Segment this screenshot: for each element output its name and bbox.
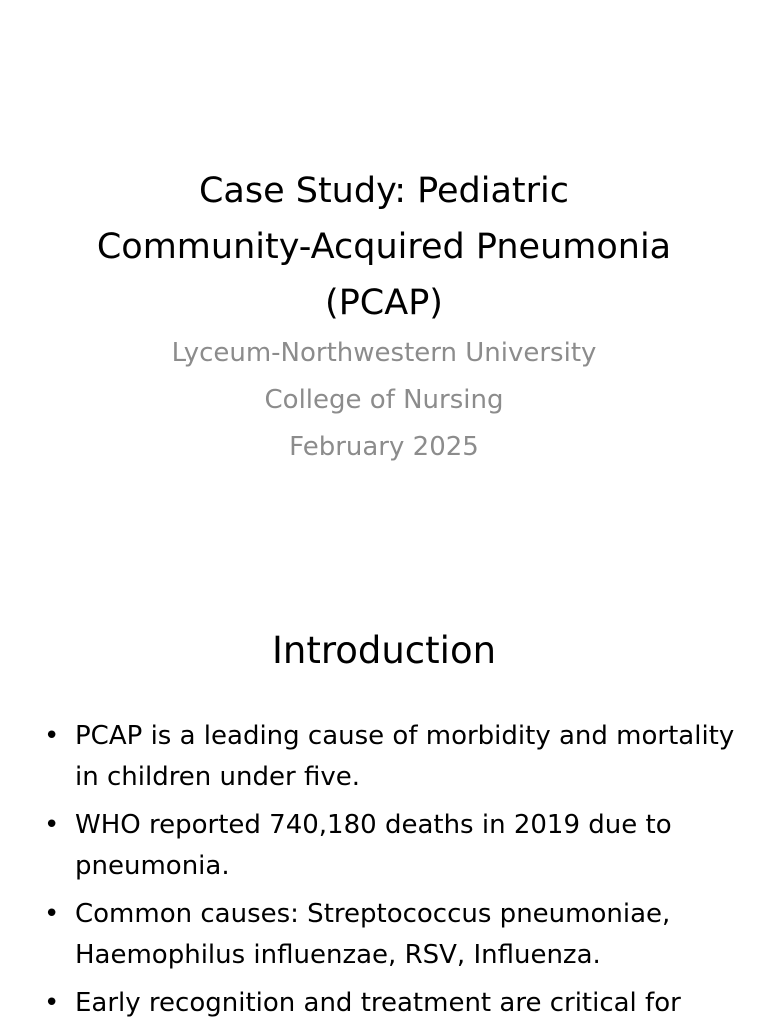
slide-subtitle: [40, 330, 728, 471]
bullet-text: PCAP is a leading cause of morbidity and mortality in children under five.: [75, 721, 735, 792]
slide-title-line-3: (PCAP): [325, 283, 443, 323]
bullet-icon: •: [44, 899, 60, 929]
slide-title-line-1: Case Study: Pediatric: [198, 171, 570, 211]
slide-title: [40, 163, 728, 331]
bullet-list: [40, 716, 740, 1031]
bullet-item: [40, 983, 740, 1024]
bullet-icon: •: [44, 721, 60, 751]
college-name: College of Nursing: [264, 385, 504, 415]
introduction-title: Introduction: [271, 629, 497, 672]
slide-title-line-2: Community-Acquired Pneumonia: [96, 227, 672, 267]
bullet-icon: •: [44, 988, 60, 1018]
bullet-text: Common causes: Streptococcus pneumoniae, Haemophilus influenzae, RSV, Influenza.: [75, 899, 671, 970]
bullet-item: [40, 805, 740, 887]
bullet-text: Early recognition and treatment are critical for: [75, 988, 681, 1018]
introduction-slide: [0, 576, 768, 1024]
bullet-text: WHO reported 740,180 deaths in 2019 due to pneumonia.: [75, 810, 672, 881]
presentation-date: February 2025: [289, 432, 479, 462]
bullet-item: [40, 716, 740, 798]
bullet-icon: •: [44, 810, 60, 840]
university-name: Lyceum-Northwestern University: [171, 338, 597, 368]
bullet-item: [40, 894, 740, 976]
